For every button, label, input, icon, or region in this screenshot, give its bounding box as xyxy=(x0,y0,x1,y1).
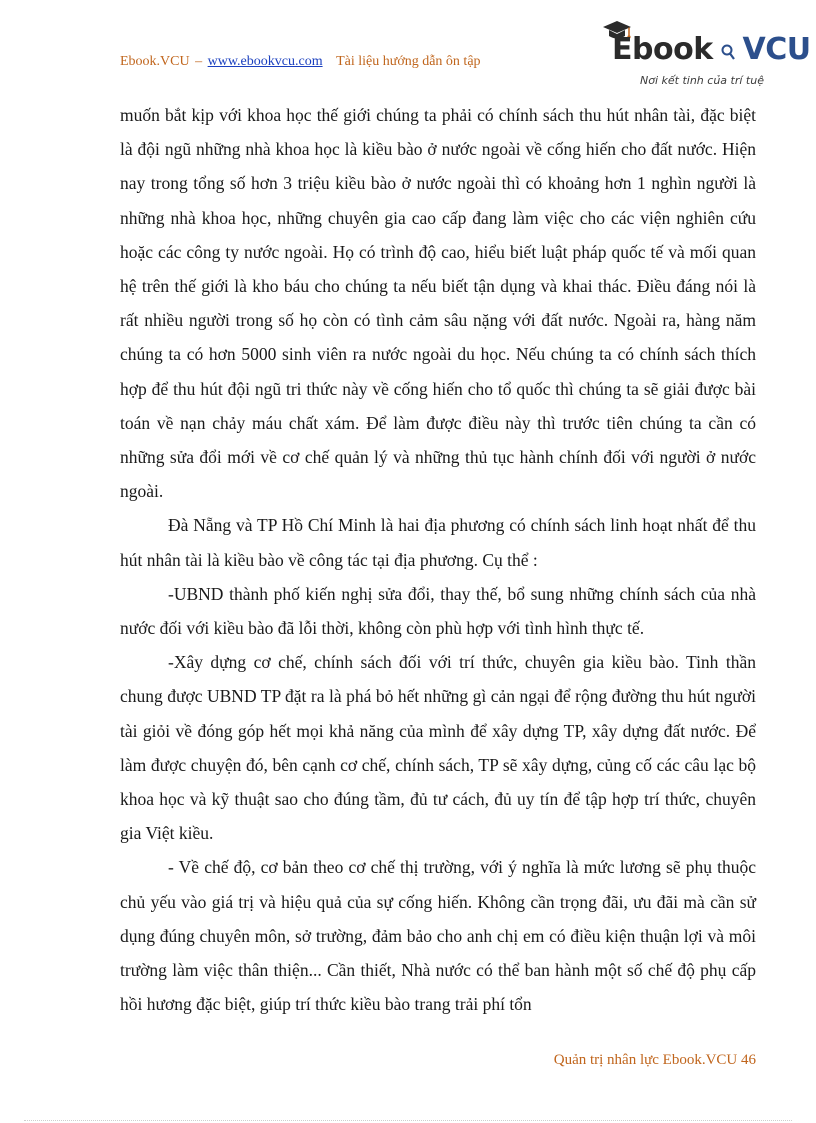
header-url-link[interactable]: www.ebookvcu.com xyxy=(207,54,323,69)
magnifier-icon xyxy=(721,43,735,61)
ebookvcu-logo xyxy=(600,14,811,94)
bottom-divider xyxy=(24,1120,792,1121)
header-dash: – xyxy=(195,54,203,69)
logo-brand xyxy=(612,32,811,67)
page-header xyxy=(120,54,481,70)
paragraph-1: muốn bắt kịp với khoa học thế giới chúng ta phải có chính sách thu hút nhân tài, đặc biệt là đội ngũ những nhà khoa học là kiều bào ở nước ngoài về cống hiến cho đất nước. Hiện nay trong tổng số hơn 3 triệu kiều bào ở nước ngoài thì có khoảng hơn 1 nghìn người là những nhà khoa học, những chuyên gia cao cấp đang làm việc cho các viện nghiên cứu hoặc các công ty nước ngoài. Họ có trình độ cao, hiểu biết luật pháp quốc tế và mối quan hệ trên thế giới là kho báu cho chúng ta nếu biết tận dụng và khai thác. Điều đáng nói là rất nhiều người trong số họ còn có tình cảm sâu nặng với đất nước. Ngoài ra, hàng năm chúng ta có hơn 5000 sinh viên ra nước ngoài du học. Nếu chúng ta có chính sách thích hợp để thu hút đội ngũ tri thức này về cống hiến cho tổ quốc thì chúng ta sẽ giải được bài toán về nạn chảy máu chất xám. Để làm được điều này thì trước tiên chúng ta cần có những sửa đổi mới về cơ chế quản lý và những thủ tục hành chính đối với người ở nước ngoài. xyxy=(120,105,756,502)
footer-text: Quản trị nhân lực Ebook.VCU xyxy=(553,1052,738,1068)
header-site-name: Ebook.VCU xyxy=(120,54,190,69)
page-number: 46 xyxy=(741,1052,756,1068)
paragraph-3: -UBND thành phố kiến nghị sửa đổi, thay thế, bổ sung những chính sách của nhà nước đối với kiều bào đã lỗi thời, không còn phù hợp với tình hình thực tế. xyxy=(120,583,756,639)
paragraph-2: Đà Nẵng và TP Hồ Chí Minh là hai địa phương có chính sách linh hoạt nhất để thu hút nhân tài là kiều bào về công tác tại địa phương. Cụ thể : xyxy=(120,515,756,570)
paragraph-5: - Về chế độ, cơ bản theo cơ chế thị trường, với ý nghĩa là mức lương sẽ phụ thuộc chủ yếu vào giá trị và hiệu quả của sự cống hiến. Không cần trọng đãi, ưu đãi mà cần sử dụng đúng chuyên môn, sở trường, đảm bảo cho anh chị em có điều kiện thuận lợi và môi trường làm việc thân thiện... Cần thiết, Nhà nước có thể ban hành một số chế độ phụ cấp hồi hương đặc biệt, giúp trí thức kiều bào trang trải phí tổn xyxy=(120,857,756,1015)
logo-slogan: Nơi kết tinh của trí tuệ xyxy=(640,74,764,87)
logo-brand-accent: VCU xyxy=(742,32,811,67)
paragraph-4: -Xây dựng cơ chế, chính sách đối với trí thức, chuyên gia kiều bào. Tinh thần chung được UBND TP đặt ra là phá bỏ hết những gì cản ngại để rộng đường thu hút người tài giỏi về đóng góp hết mọi khả năng của mình để xây dựng TP, xây dựng đất nước. Để làm được chuyện đó, bên cạnh cơ chế, chính sách, TP sẽ xây dựng, củng cố các câu lạc bộ khoa học và kỹ thuật sao cho đúng tầm, đủ tư cách, đủ uy tín để tập hợp trí thức, chuyên gia Việt kiều. xyxy=(120,652,756,844)
header-topic: Tài liệu hướng dẫn ôn tập xyxy=(336,54,481,69)
page-footer xyxy=(554,1052,756,1069)
logo-brand-main: Ebook xyxy=(612,32,713,67)
body-text xyxy=(120,98,756,1021)
